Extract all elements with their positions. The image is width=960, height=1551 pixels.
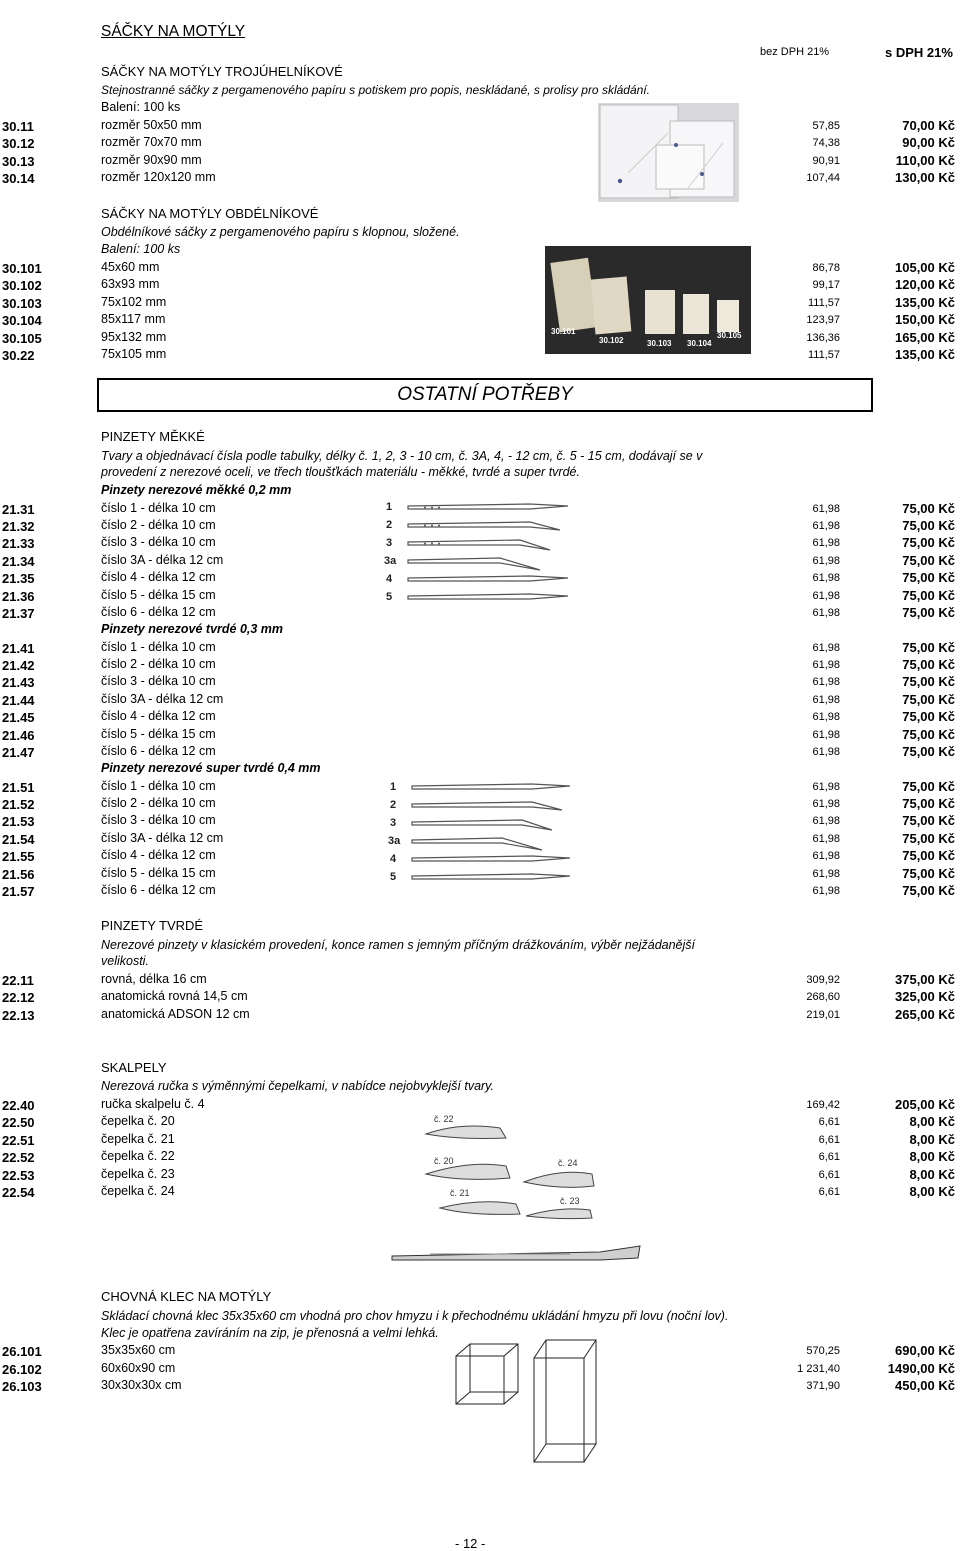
price-gross: 110,00 Kč — [895, 152, 955, 168]
item-code: 30.11 — [2, 119, 34, 134]
packaging-note: Balení: 100 ks — [101, 242, 181, 256]
section-title-pinzety-mekke: PINZETY MĚKKÉ — [101, 429, 205, 444]
price-net: 6,61 — [818, 1168, 840, 1181]
item-description: číslo 4 - délka 12 cm — [101, 709, 216, 724]
item-code: 21.41 — [2, 640, 35, 656]
price-net: 219,01 — [806, 1008, 840, 1021]
price-net: 61,98 — [812, 519, 840, 532]
price-gross: 8,00 Kč — [909, 1184, 955, 1199]
item-code: 26.101 — [2, 1344, 42, 1359]
price-gross: 150,00 Kč — [895, 312, 955, 328]
price-net: 61,98 — [812, 745, 840, 758]
svg-text:3: 3 — [386, 537, 393, 549]
item-description: číslo 1 - délka 10 cm — [101, 778, 216, 793]
item-code: 22.50 — [2, 1115, 35, 1131]
price-net: 1 231,40 — [797, 1362, 840, 1375]
svg-text:č. 23: č. 23 — [560, 1196, 580, 1206]
item-description: anatomická rovná 14,5 cm — [101, 989, 248, 1004]
tweezers-diagram — [382, 774, 574, 884]
item-code: 30.102 — [2, 278, 42, 294]
item-code: 21.55 — [2, 849, 35, 865]
section-banner: OSTATNÍ POTŘEBY — [97, 378, 873, 412]
price-net: 61,98 — [812, 850, 840, 863]
photo-label: 30.103 — [647, 339, 672, 348]
item-code: 26.102 — [2, 1361, 42, 1377]
svg-text:4: 4 — [386, 573, 393, 585]
price-net: 61,98 — [812, 676, 840, 689]
price-gross: 75,00 Kč — [902, 691, 955, 707]
price-gross: 75,00 Kč — [902, 778, 955, 794]
price-gross: 75,00 Kč — [902, 743, 955, 759]
item-code: 21.56 — [2, 866, 35, 882]
item-description: číslo 3 - délka 10 cm — [101, 674, 216, 689]
price-net: 61,98 — [812, 606, 840, 619]
price-net: 57,85 — [812, 120, 840, 132]
scalpel-blades-diagram — [420, 1112, 600, 1220]
price-gross: 70,00 Kč — [902, 118, 955, 133]
item-description: číslo 6 - délka 12 cm — [101, 604, 216, 619]
item-description: číslo 4 - délka 12 cm — [101, 570, 216, 585]
item-code: 21.31 — [2, 501, 35, 517]
item-description: rovná, délka 16 cm — [101, 972, 207, 986]
price-net: 309,92 — [806, 974, 840, 986]
item-code: 22.40 — [2, 1098, 35, 1113]
item-code: 21.32 — [2, 518, 35, 534]
price-net: 61,98 — [812, 589, 840, 602]
item-code: 30.105 — [2, 330, 42, 346]
price-gross: 75,00 Kč — [902, 535, 955, 551]
item-description: číslo 3A - délka 12 cm — [101, 830, 224, 845]
item-code: 30.103 — [2, 295, 42, 311]
price-net: 123,97 — [806, 314, 840, 327]
svg-text:č. 22: č. 22 — [434, 1114, 454, 1124]
subgroup-heading: Pinzety nerezové tvrdé 0,3 mm — [101, 622, 284, 636]
price-net: 111,57 — [807, 296, 840, 309]
section-title-skalpely: SKALPELY — [101, 1060, 167, 1075]
item-description: číslo 5 - délka 15 cm — [101, 587, 216, 602]
svg-text:2: 2 — [386, 519, 393, 531]
item-code: 22.51 — [2, 1132, 35, 1148]
price-gross: 75,00 Kč — [902, 795, 955, 811]
price-gross: 75,00 Kč — [902, 639, 955, 655]
svg-text:2: 2 — [390, 799, 397, 811]
price-gross: 75,00 Kč — [902, 500, 955, 516]
packaging-note: Balení: 100 ks — [101, 100, 181, 114]
item-code: 30.12 — [2, 136, 35, 152]
price-net: 61,98 — [812, 780, 840, 793]
price-net: 61,98 — [812, 711, 840, 724]
price-gross: 75,00 Kč — [902, 604, 955, 620]
price-net: 6,61 — [818, 1133, 840, 1146]
item-description: čepelka č. 24 — [101, 1184, 175, 1198]
page-number: - 12 - — [455, 1536, 486, 1551]
price-gross: 75,00 Kč — [902, 882, 955, 898]
price-gross: 75,00 Kč — [902, 813, 955, 829]
price-gross: 75,00 Kč — [902, 674, 955, 690]
item-code: 30.14 — [2, 171, 35, 187]
price-gross: 75,00 Kč — [902, 656, 955, 672]
item-description: číslo 3 - délka 10 cm — [101, 813, 216, 828]
item-description: číslo 3A - délka 12 cm — [101, 552, 224, 567]
price-net: 111,57 — [807, 349, 840, 361]
price-net: 136,36 — [806, 331, 840, 344]
photo-label: 30.104 — [687, 339, 712, 348]
price-net: 61,98 — [812, 815, 840, 828]
subsection-description: Obdélníkové sáčky z pergamenového papíru s klopnou, složené. — [101, 225, 460, 239]
item-code: 30.101 — [2, 261, 42, 276]
item-description: 63x93 mm — [101, 277, 160, 292]
item-code: 22.52 — [2, 1150, 35, 1166]
price-net: 268,60 — [806, 991, 840, 1004]
price-net: 570,25 — [806, 1345, 840, 1357]
photo-label: 30.101 — [551, 327, 576, 336]
scalpel-handle-diagram — [390, 1238, 650, 1268]
price-gross: 130,00 Kč — [895, 170, 955, 186]
item-code: 22.12 — [2, 990, 35, 1006]
section-description: Skládací chovná klec 35x35x60 cm vhodná pro chov hmyzu i k přechodnému ukládání hmyzu při lovu (noční lov). — [101, 1309, 729, 1323]
price-gross: 8,00 Kč — [909, 1149, 955, 1165]
price-gross: 450,00 Kč — [895, 1378, 955, 1394]
item-description: číslo 1 - délka 10 cm — [101, 500, 216, 515]
item-description: číslo 6 - délka 12 cm — [101, 743, 216, 758]
price-gross: 90,00 Kč — [902, 135, 955, 151]
svg-text:3a: 3a — [384, 555, 397, 567]
price-gross: 75,00 Kč — [902, 830, 955, 846]
item-code: 21.51 — [2, 779, 35, 795]
item-description: čepelka č. 20 — [101, 1114, 175, 1129]
price-gross: 135,00 Kč — [895, 294, 955, 310]
item-code: 21.54 — [2, 831, 35, 847]
item-description: 75x102 mm — [101, 294, 167, 309]
item-description: 30x30x30x cm — [101, 1378, 182, 1393]
svg-text:5: 5 — [390, 871, 397, 883]
item-code: 21.44 — [2, 692, 35, 708]
item-code: 21.35 — [2, 571, 35, 587]
svg-text:č. 21: č. 21 — [450, 1188, 470, 1198]
price-net: 61,98 — [812, 728, 840, 741]
price-gross: 75,00 Kč — [902, 709, 955, 725]
price-gross: 690,00 Kč — [895, 1343, 955, 1358]
item-code: 21.37 — [2, 605, 35, 621]
item-description: číslo 3A - délka 12 cm — [101, 691, 224, 706]
photo-label: 30.102 — [599, 336, 624, 345]
price-gross: 120,00 Kč — [895, 277, 955, 293]
item-description: číslo 3 - délka 10 cm — [101, 535, 216, 550]
svg-text:1: 1 — [386, 501, 393, 513]
price-gross: 135,00 Kč — [895, 347, 955, 362]
section-description: Klec je opatřena zavíráním na zip, je přenosná a velmi lehká. — [101, 1326, 439, 1340]
price-gross: 265,00 Kč — [895, 1006, 955, 1022]
photo-label: 30.105 — [717, 331, 742, 340]
rectangular-bags-photo — [545, 246, 751, 354]
item-code: 22.54 — [2, 1185, 35, 1200]
svg-text:4: 4 — [390, 853, 397, 865]
price-net: 61,98 — [812, 867, 840, 880]
price-gross: 75,00 Kč — [902, 848, 955, 864]
price-net: 74,38 — [812, 137, 840, 150]
item-description: rozměr 120x120 mm — [101, 170, 216, 185]
price-net: 61,98 — [812, 884, 840, 897]
price-net: 61,98 — [812, 693, 840, 706]
price-net: 6,61 — [818, 1186, 840, 1198]
item-description: číslo 5 - délka 15 cm — [101, 865, 216, 880]
item-code: 21.52 — [2, 796, 35, 812]
price-net: 61,98 — [812, 554, 840, 567]
item-description: číslo 2 - délka 10 cm — [101, 795, 216, 810]
subsection-description: Stejnostranné sáčky z pergamenového papíru s potiskem pro popis, neskládané, s prolisy pro skládání. — [101, 83, 650, 97]
item-description: číslo 2 - délka 10 cm — [101, 517, 216, 532]
item-description: rozměr 90x90 mm — [101, 152, 202, 167]
price-net: 6,61 — [818, 1116, 840, 1129]
price-net: 107,44 — [806, 172, 840, 185]
price-net: 86,78 — [812, 262, 840, 274]
price-gross: 325,00 Kč — [895, 989, 955, 1005]
item-description: 85x117 mm — [101, 312, 166, 327]
svg-text:3a: 3a — [388, 835, 401, 847]
price-gross: 105,00 Kč — [895, 260, 955, 275]
price-net: 61,98 — [812, 537, 840, 550]
section-title-klec: CHOVNÁ KLEC NA MOTÝLY — [101, 1289, 272, 1304]
item-description: číslo 6 - délka 12 cm — [101, 882, 216, 897]
item-code: 21.42 — [2, 657, 35, 673]
tweezers-diagram — [380, 496, 572, 604]
svg-text:5: 5 — [386, 591, 393, 603]
price-net: 61,98 — [812, 797, 840, 810]
price-gross: 1490,00 Kč — [887, 1360, 955, 1376]
subgroup-heading: Pinzety nerezové super tvrdé 0,4 mm — [101, 761, 321, 775]
column-header-gross: s DPH 21% — [885, 45, 953, 60]
item-description: čepelka č. 23 — [101, 1166, 175, 1181]
price-gross: 205,00 Kč — [895, 1097, 955, 1112]
section-title-pinzety-tvrde: PINZETY TVRDÉ — [101, 918, 204, 933]
item-code: 26.103 — [2, 1379, 42, 1395]
price-net: 61,98 — [812, 658, 840, 671]
item-description: rozměr 70x70 mm — [101, 135, 202, 150]
item-description: rozměr 50x50 mm — [101, 118, 202, 132]
svg-text:3: 3 — [390, 817, 397, 829]
item-description: 60x60x90 cm — [101, 1360, 176, 1375]
item-description: anatomická ADSON 12 cm — [101, 1006, 250, 1021]
svg-text:1: 1 — [390, 781, 397, 793]
price-gross: 375,00 Kč — [895, 972, 955, 987]
section-description: Tvary a objednávací čísla podle tabulky, délky č. 1, 2, 3 - 10 cm, č. 3A, 4, - 12 cm, č. 5 - 15 cm, dodávají se v provedení z nerezové oceli, ve třech tloušťkách materiálu - měkké, tvrdé a super tvrdé. — [101, 449, 703, 479]
item-code: 21.33 — [2, 536, 35, 552]
price-net: 61,98 — [812, 641, 840, 654]
item-description: číslo 4 - délka 12 cm — [101, 848, 216, 863]
item-description: číslo 2 - délka 10 cm — [101, 656, 216, 671]
item-code: 22.11 — [2, 973, 34, 988]
item-code: 22.53 — [2, 1167, 35, 1183]
section-description: Nerezové pinzety v klasickém provedení, konce ramen s jemným příčným drážkováním, výběr nejžádanější velikosti. — [101, 938, 696, 968]
price-gross: 8,00 Kč — [909, 1166, 955, 1182]
item-description: čepelka č. 21 — [101, 1131, 175, 1146]
price-gross: 75,00 Kč — [902, 587, 955, 603]
item-description: 35x35x60 cm — [101, 1343, 176, 1357]
item-description: 95x132 mm — [101, 329, 167, 344]
price-net: 99,17 — [812, 279, 840, 292]
item-code: 22.13 — [2, 1007, 35, 1023]
svg-text:č. 24: č. 24 — [558, 1158, 578, 1168]
item-code: 21.45 — [2, 710, 35, 726]
column-header-net: bez DPH 21% — [760, 46, 830, 58]
price-gross: 8,00 Kč — [909, 1114, 955, 1130]
price-gross: 75,00 Kč — [902, 552, 955, 568]
price-gross: 75,00 Kč — [902, 865, 955, 881]
svg-text:č. 20: č. 20 — [434, 1156, 454, 1166]
section-title-sacky: SÁČKY NA MOTÝLY — [101, 23, 246, 40]
item-description: 45x60 mm — [101, 260, 160, 274]
triangular-bags-photo — [598, 103, 739, 202]
price-net: 61,98 — [812, 832, 840, 845]
section-description: Nerezová ručka s výměnnými čepelkami, v nabídce nejobvyklejší tvary. — [101, 1079, 494, 1093]
price-net: 90,91 — [812, 154, 840, 167]
price-gross: 75,00 Kč — [902, 570, 955, 586]
price-gross: 75,00 Kč — [902, 726, 955, 742]
price-gross: 165,00 Kč — [895, 329, 955, 345]
price-net: 61,98 — [812, 572, 840, 585]
cage-diagram — [452, 1336, 598, 1466]
price-net: 371,90 — [806, 1380, 840, 1393]
item-description: číslo 5 - délka 15 cm — [101, 726, 216, 741]
item-code: 30.104 — [2, 313, 42, 329]
price-gross: 75,00 Kč — [902, 517, 955, 533]
item-code: 21.57 — [2, 883, 35, 899]
item-description: číslo 1 - délka 10 cm — [101, 639, 216, 654]
subgroup-heading: Pinzety nerezové měkké 0,2 mm — [101, 483, 292, 497]
price-net: 61,98 — [812, 502, 840, 515]
item-code: 21.36 — [2, 588, 35, 604]
item-description: čepelka č. 22 — [101, 1149, 175, 1164]
item-code: 21.47 — [2, 744, 35, 760]
item-code: 30.13 — [2, 153, 35, 169]
item-code: 21.43 — [2, 675, 35, 691]
item-code: 21.46 — [2, 727, 35, 743]
price-net: 6,61 — [818, 1151, 840, 1164]
subsection-heading-triangular: SÁČKY NA MOTÝLY TROJÚHELNÍKOVÉ — [101, 64, 343, 79]
item-description: ručka skalpelu č. 4 — [101, 1097, 205, 1111]
price-gross: 8,00 Kč — [909, 1131, 955, 1147]
item-code: 21.34 — [2, 553, 35, 569]
item-description: 75x105 mm — [101, 347, 167, 361]
subsection-heading-rectangular: SÁČKY NA MOTÝLY OBDÉLNÍKOVÉ — [101, 206, 319, 221]
item-code: 30.22 — [2, 348, 35, 363]
price-net: 169,42 — [806, 1099, 840, 1111]
item-code: 21.53 — [2, 814, 35, 830]
